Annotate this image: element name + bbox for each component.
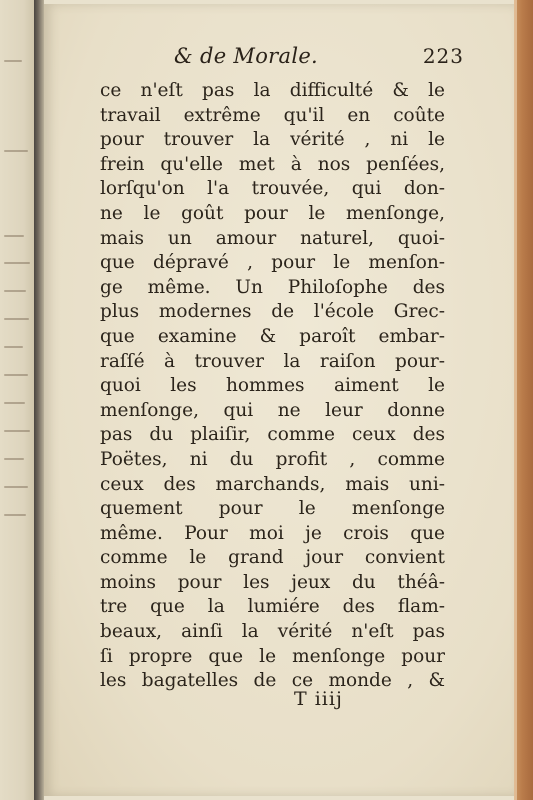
- ink-bleed-mark: [4, 458, 24, 460]
- ink-bleed-mark: [4, 235, 24, 237]
- text-line: que dépravé , pour le menſon-: [100, 252, 445, 274]
- text-line: beaux, ainſi la vérité n'eſt pas: [100, 621, 445, 643]
- running-title: & de Morale.: [174, 44, 319, 68]
- ink-bleed-mark: [4, 486, 28, 488]
- text-line: moins pour les jeux du théâ-: [100, 571, 445, 593]
- text-line: quoi les hommes aiment le: [100, 375, 445, 397]
- text-line: pour trouver la vérité , ni le: [100, 129, 445, 151]
- ink-bleed-mark: [4, 514, 26, 516]
- page-number: 223: [422, 44, 464, 68]
- text-line: frein qu'elle met à nos penſées,: [100, 153, 445, 175]
- text-line: ceux des marchands, mais uni-: [100, 473, 445, 495]
- ink-bleed-mark: [4, 346, 23, 348]
- ink-bleed-mark: [4, 290, 26, 292]
- text-line: Poëtes, ni du profit , comme: [100, 448, 445, 470]
- text-line: ne le goût pour le menſonge,: [100, 202, 445, 224]
- ink-bleed-mark: [4, 60, 22, 62]
- text-line: les bagatelles de ce monde , &: [100, 670, 445, 692]
- signature-mark: T iiij: [294, 688, 343, 710]
- page-fore-edge: [514, 0, 533, 800]
- text-line: menſonge, qui ne leur donne: [100, 399, 445, 421]
- text-line: que examine & paroît embar-: [100, 325, 445, 347]
- text-line: quement pour le menſonge: [100, 498, 445, 520]
- book-gutter: [34, 0, 44, 800]
- running-head: [174, 38, 464, 72]
- left-page-strip: [0, 0, 34, 800]
- text-line: lorſqu'on l'a trouvée, qui don-: [100, 178, 445, 200]
- text-line: ce n'eſt pas la difficulté & le: [100, 80, 445, 101]
- book-page: [44, 4, 514, 796]
- text-line: ſi propre que le menſonge pour: [100, 645, 445, 667]
- text-line: comme le grand jour convient: [100, 547, 445, 569]
- ink-bleed-mark: [4, 262, 30, 264]
- text-line: raſſé à trouver la raiſon pour-: [100, 350, 445, 372]
- ink-bleed-mark: [4, 318, 29, 320]
- text-line: même. Pour moi je crois que: [100, 522, 445, 544]
- text-line: mais un amour naturel, quoi-: [100, 227, 445, 249]
- ink-bleed-mark: [4, 402, 25, 404]
- text-line: plus modernes de l'école Grec-: [100, 301, 445, 323]
- ink-bleed-mark: [4, 150, 28, 152]
- body-text: [100, 79, 445, 694]
- text-line: tre que la lumiére des flam-: [100, 596, 445, 618]
- text-line: pas du plaiſir, comme ceux des: [100, 424, 445, 446]
- text-line: ge même. Un Philoſophe des: [100, 276, 445, 298]
- ink-bleed-mark: [4, 430, 30, 432]
- text-line: travail extrême qu'il en coûte: [100, 104, 445, 126]
- ink-bleed-mark: [4, 374, 28, 376]
